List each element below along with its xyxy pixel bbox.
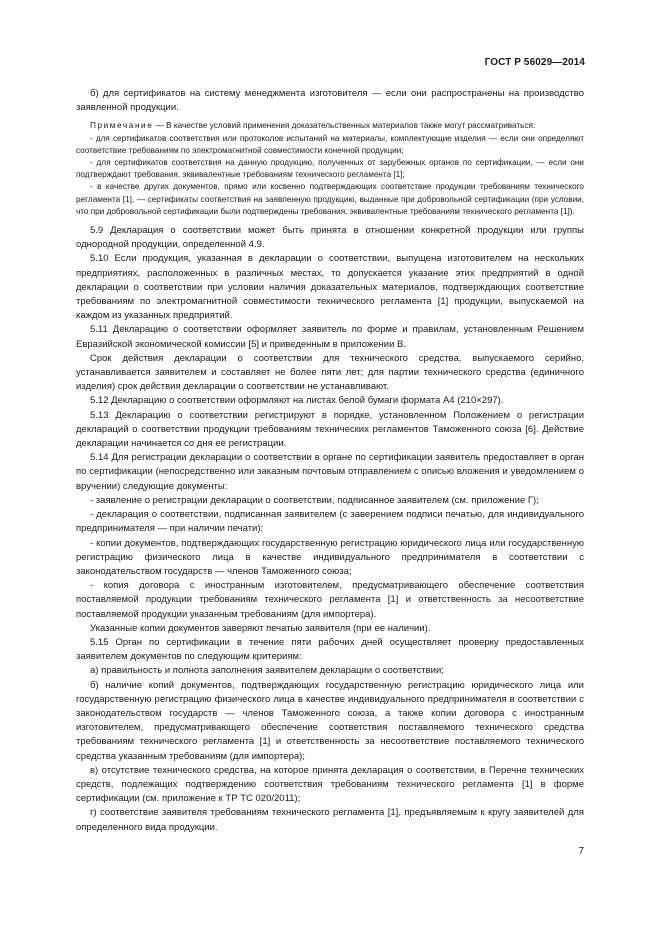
list-item-contract-copy: - копия договора с иностранным изготовителем, предусматривающего обеспечение соответствия поставляемой продукции требованиям технического регламента [1] и ответственность за несоответствие поставляемой продукции указанным требованиям (для импортера).: [76, 580, 584, 620]
criterion-a: а) правильность и полнота заполнения заявителем декларации о соответствии;: [90, 665, 444, 677]
list-item-application: - заявление о регистрации декларации о соответствии, подписанное заявителем (см. приложение Г);: [90, 494, 539, 506]
page-content: [76, 87, 584, 835]
criterion-v: в) отсутствие технического средства, на которое принята декларация о соответствии, в Перечне технических средств, подлежащих подтверждению соответствия требованиям технического регламента [1] в форме сертификации (см. приложение к ТР ТС 020/2011);: [76, 764, 584, 805]
paragraph-5-11: 5.11 Декларацию о соответствии оформляет заявитель по форме и правилам, установленным Решением Евразийской экономической комиссии [5] и приведенным в приложении В.: [76, 324, 584, 350]
paragraph-certified-copies: Указанные копии документов заверяют печатью заявителя (при ее наличии).: [90, 622, 431, 634]
criterion-g: г) соответствие заявителя требованиям технического регламента [1], предъявляемым к кругу заявителей для определенного вида продукции.: [76, 807, 584, 833]
paragraph-5-14: 5.14 Для регистрации декларации о соответствии в органе по сертификации заявитель предоставляет в орган по сертификации (непосредственно или заказным почтовым отправлением с описью вложения и уведомлением о вручении) следующие документы:: [76, 452, 584, 492]
note-intro: [76, 120, 584, 132]
intro-item-b: б) для сертификатов на систему менеджмента изготовителя — если они распространены на производство заявленной продукции.: [76, 88, 584, 114]
paragraph-validity: Срок действия декларации о соответствии для технического средства, выпускаемого серийно, устанавливается заявителем и составляет не более пяти лет; для партии технического средства (единичного изделия) срок действия декларации о соответствии не устанавливают.: [76, 352, 584, 393]
note-item: - для сертификатов соответствия на данную продукцию, полученных от зарубежных органов по сертификации, — если они подтверждают требования, эквивалентные требованиям технического регламента [1];: [76, 158, 584, 180]
paragraph-5-15: 5.15 Орган по сертификации в течение пяти рабочих дней осуществляет проверку предоставленных заявителем документов по следующим критериям:: [76, 636, 584, 663]
paragraph-5-10: 5.10 Если продукция, указанная в декларации о соответствии, выпущена изготовителем на нескольких предприятиях, расположенных в различных местах, то допускается указание этих предприятий в одной декларации о соответствии при условии наличия доказательных материалов, подтверждающих соответствие требованиям по электромагнитной совместимости технического регламента [1] продукции, выпускаемой на каждом из указанных предприятий.: [76, 253, 584, 322]
note-text: — В качестве условий применения доказательственных материалов также могут рассматриваться:: [153, 121, 536, 131]
list-item-registration-copies: - копии документов, подтверждающих государственную регистрацию юридического лица или государственную регистрацию физического лица в качестве индивидуального предпринимателя в соответствии с законодательством государств — членов Таможенного союза;: [76, 537, 584, 577]
note-block: [76, 120, 584, 218]
paragraph-5-13: 5.13 Декларацию о соответствии регистрируют в порядке, установленном Положением о регистрации деклараций о соответствии продукции требованиям технических регламентов Таможенного союза [6]. Действие декларации начинается со дня ее регистрации.: [76, 409, 584, 450]
criterion-b: б) наличие копий документов, подтверждающих государственную регистрацию юридического лица или государственную регистрацию физического лица в качестве индивидуального предпринимателя в соответствии с законодательством государств — членов Таможенного союза, а также копии договора с иностранным изготовителем, предусматривающего обеспечение соответствия поставляемого технического средства требованиям технического регламента [1] и ответственность за несоответствие поставляемого технического средства указанным требованиям (для импортера);: [76, 679, 584, 762]
note-item: - для сертификатов соответствия или протоколов испытаний на материалы, комплектующие изделия — если они определяют соответствие требованиям по электромагнитной совместимости конечной продукции;: [76, 133, 584, 155]
page-number: 7: [578, 846, 584, 857]
list-item-declaration: - декларация о соответствии, подписанная заявителем (с заверением подписи печатью, для индивидуального предпринимателя — при наличии печати);: [76, 509, 584, 535]
note-item: - в качестве других документов, прямо или косвенно подтверждающих соответствие продукции требованиям технического регламента [1], — сертификаты соответствия на заявленную продукцию, выданные при добровольной сертификации (при условии, что при добровольной сертификации были подтверждены требования, эквивалентные требованиям технического регламента [1]).: [76, 182, 584, 216]
standard-code: ГОСТ Р 56029—2014: [484, 57, 585, 68]
paragraph-5-12: 5.12 Декларацию о соответствии оформляют на листах белой бумаги формата А4 (210×297).: [90, 395, 504, 407]
note-label: Примечание: [90, 121, 154, 131]
paragraph-5-9: 5.9 Декларация о соответствии может быть принята в отношении конкретной продукции или группы однородной продукции, определенной 4.9.: [76, 225, 584, 251]
